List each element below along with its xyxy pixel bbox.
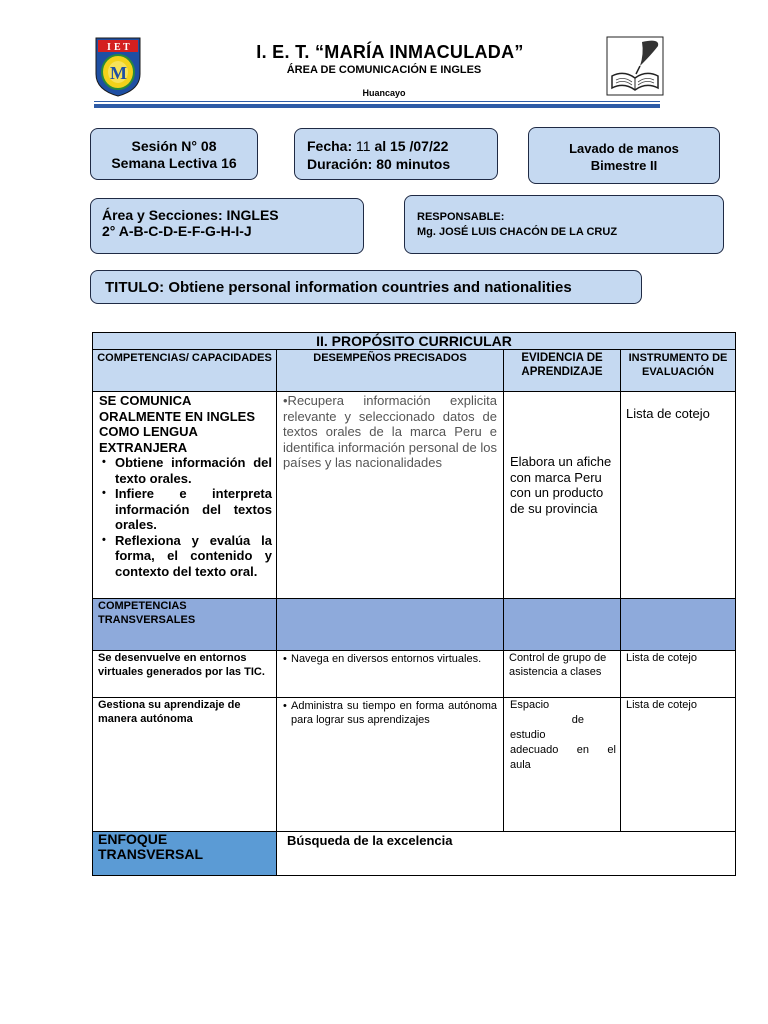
enfoque-row	[93, 832, 736, 876]
col-header-instrumento: INSTRUMENTO DE EVALUACIÓN	[621, 350, 736, 392]
tic-performance: • Navega en diversos entornos virtuales.	[277, 651, 504, 698]
lesson-title-box	[90, 270, 642, 304]
responsible-label: RESPONSABLE:	[417, 211, 505, 223]
evidence-line: estudio	[510, 729, 546, 741]
col-header-desempenos: DESEMPEÑOS PRECISADOS	[277, 350, 504, 392]
date-range: al 15 /07/22	[374, 138, 449, 154]
table-row	[93, 698, 736, 832]
list-item: • Reflexiona y evalúa la forma, el contenido y contexto del texto oral.	[99, 533, 272, 580]
theme-topic: Lavado de manos	[569, 141, 679, 156]
col-header-evidencia: EVIDENCIA DE APRENDIZAJE	[504, 350, 621, 392]
autonomy-performance: • Administra su tiempo en forma autónoma para lograr sus aprendizajes	[277, 698, 504, 832]
autonomy-evidence	[504, 698, 621, 832]
autonomy-competency: Gestiona su aprendizaje de manera autónoma	[93, 698, 277, 832]
session-number: Sesión N° 08	[131, 138, 217, 154]
duration-line: Duración: 80 minutos	[307, 156, 451, 172]
evidence-line: de	[571, 714, 584, 726]
enfoque-label: ENFOQUE TRANSVERSAL	[93, 832, 277, 876]
area-sections: 2° A-B-C-D-E-F-G-H-I-J	[102, 223, 252, 239]
enfoque-value: Búsqueda de la excelencia	[277, 832, 736, 876]
main-competency: SE COMUNICA ORALMENTE EN INGLES COMO LENGUA EXTRANJERA	[99, 393, 256, 455]
transversal-empty-cell	[504, 599, 621, 651]
date-line	[307, 137, 497, 155]
responsible-box	[404, 195, 724, 254]
header-rule-thin	[94, 101, 660, 102]
session-box	[90, 128, 258, 180]
svg-text:M: M	[110, 63, 127, 83]
tic-competency: Se desenvuelve en entornos virtuales generados por las TIC.	[93, 651, 277, 698]
transversal-empty-cell	[277, 599, 504, 651]
main-instrument: Lista de cotejo	[621, 392, 736, 599]
table-row	[93, 392, 736, 599]
transversal-header-row	[93, 599, 736, 651]
evidence-line: aula	[510, 759, 531, 771]
main-competency-cell	[93, 392, 277, 599]
transversal-empty-cell	[621, 599, 736, 651]
tic-evidence: Control de grupo de asistencia a clases	[504, 651, 621, 698]
responsible-name: Mg. JOSÉ LUIS CHACÓN DE LA CRUZ	[417, 226, 618, 238]
table-header-row	[93, 350, 736, 392]
area-box	[90, 198, 364, 254]
svg-text:E: E	[114, 42, 121, 53]
svg-text:I: I	[107, 42, 111, 53]
header-rule-thick	[94, 104, 660, 108]
area-subtitle: ÁREA DE COMUNICACIÓN E INGLES	[286, 64, 482, 76]
date-day: 11	[356, 138, 371, 154]
svg-text:T: T	[123, 42, 130, 53]
city-label: Huancayo	[362, 88, 406, 98]
main-performance: •Recupera información explicita relevante y seleccionado datos de textos orales de la marca Peru e identifica información personal de los países y las nacionalidades	[277, 392, 504, 599]
book-quill-icon	[606, 36, 664, 96]
capacities-list	[99, 455, 272, 579]
table-row	[93, 651, 736, 698]
main-evidence: Elabora un afiche con marca Peru con un producto de su provincia	[504, 392, 621, 599]
transversal-competencies-label: COMPETENCIAS TRANSVERSALES	[93, 599, 277, 651]
school-title: I. E. T. “MARÍA INMACULADA”	[256, 42, 524, 62]
session-week: Semana Lectiva 16	[111, 155, 237, 171]
list-item: • Infiere e interpreta información del textos orales.	[99, 486, 272, 533]
tic-instrument: Lista de cotejo	[621, 651, 736, 698]
theme-box	[528, 127, 720, 184]
list-item: • Obtiene información del texto orales.	[99, 455, 272, 486]
evidence-line: Espacio	[510, 699, 550, 711]
table-heading: II. PROPÓSITO CURRICULAR	[93, 333, 736, 350]
area-subject: Área y Secciones: INGLES	[102, 207, 279, 223]
date-label: Fecha:	[307, 138, 353, 154]
lesson-title: TITULO: Obtiene personal information countries and nationalities	[105, 279, 572, 296]
curricular-purpose-table	[92, 332, 736, 876]
table-heading-row	[93, 333, 736, 350]
col-header-competencias: COMPETENCIAS/ CAPACIDADES	[93, 350, 277, 392]
evidence-line: adecuado en el	[510, 744, 616, 756]
date-box	[294, 128, 498, 180]
theme-bimester: Bimestre II	[590, 158, 658, 173]
autonomy-instrument: Lista de cotejo	[621, 698, 736, 832]
